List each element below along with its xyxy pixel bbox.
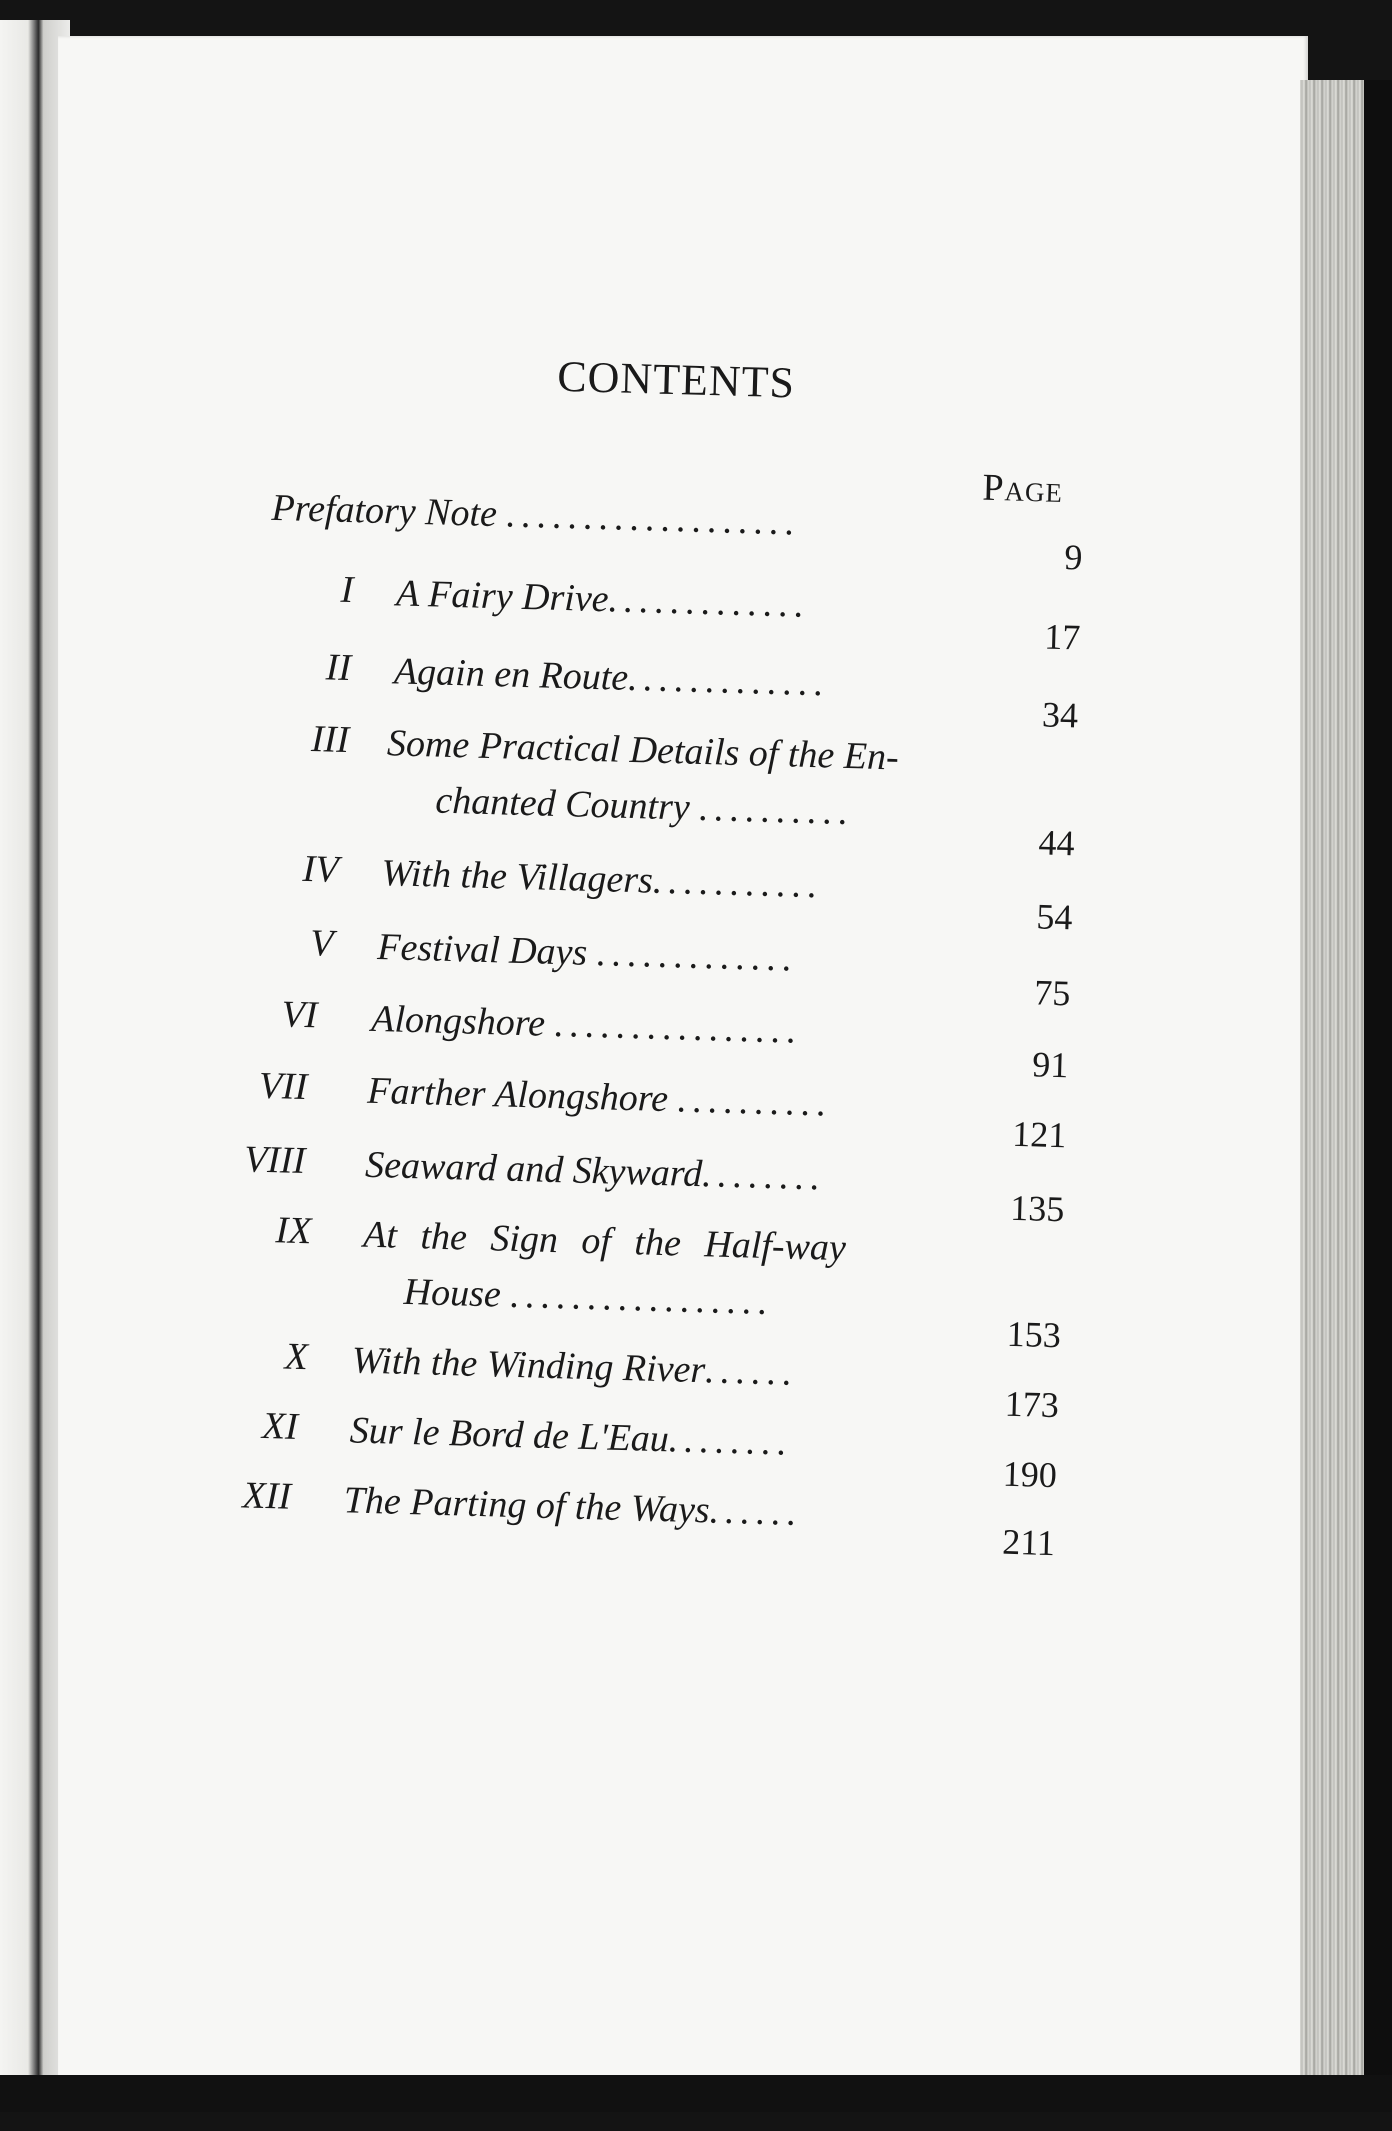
entry-numeral: III xyxy=(310,718,350,762)
page-column-label: Page xyxy=(981,466,1064,511)
entry-numeral: VII xyxy=(258,1064,309,1109)
entry-page: 34 xyxy=(1041,694,1079,736)
entry-title: Alongshore ................ xyxy=(370,997,804,1052)
entry-title: Sur le Bord de L'Eau........ xyxy=(349,1409,794,1464)
entry-title-continued: chanted Country .......... xyxy=(434,779,855,834)
entry-numeral: IX xyxy=(274,1209,312,1253)
entry-numeral: VI xyxy=(280,993,319,1037)
entry-title: Again en Route............. xyxy=(393,650,831,705)
entry-page: 54 xyxy=(1035,896,1074,938)
entry-page: 135 xyxy=(1009,1187,1065,1230)
entry-page: 17 xyxy=(1043,616,1081,658)
entry-page: 121 xyxy=(1011,1113,1067,1156)
page-title: CONTENTS xyxy=(556,351,796,408)
entry-title: At the Sign of the Half-way xyxy=(362,1213,847,1270)
entry-numeral: I xyxy=(340,568,354,612)
entry-title: A Fairy Drive............. xyxy=(395,572,811,626)
entry-numeral: II xyxy=(325,646,352,690)
entry-numeral: XI xyxy=(261,1404,299,1448)
entry-title: Prefatory Note ................... xyxy=(270,486,802,544)
entry-page: 211 xyxy=(1001,1521,1056,1564)
entry-title-continued: House ................. xyxy=(403,1270,775,1324)
entry-numeral: V xyxy=(309,922,335,965)
entry-title: With the Villagers........... xyxy=(380,852,824,907)
entry-numeral: X xyxy=(284,1335,309,1379)
entry-numeral: VIII xyxy=(243,1138,306,1183)
entry-page: 190 xyxy=(1002,1453,1058,1496)
entry-title: Festival Days ............. xyxy=(376,925,799,980)
entry-page: 75 xyxy=(1033,972,1071,1014)
entry-page: 44 xyxy=(1037,822,1076,864)
entry-title: Farther Alongshore .......... xyxy=(366,1069,834,1125)
entry-title: Seaward and Skyward........ xyxy=(364,1143,827,1199)
entry-page: 91 xyxy=(1031,1044,1069,1086)
entry-numeral: XII xyxy=(241,1474,292,1518)
entry-title: The Parting of the Ways...... xyxy=(343,1479,804,1535)
entry-page: 173 xyxy=(1004,1383,1060,1426)
entry-title: Some Practical Details of the En- xyxy=(386,722,900,779)
entry-title: With the Winding River...... xyxy=(351,1339,799,1394)
entry-page: 153 xyxy=(1006,1313,1062,1356)
entry-numeral: IV xyxy=(302,847,340,891)
entry-page: 9 xyxy=(1063,537,1084,578)
